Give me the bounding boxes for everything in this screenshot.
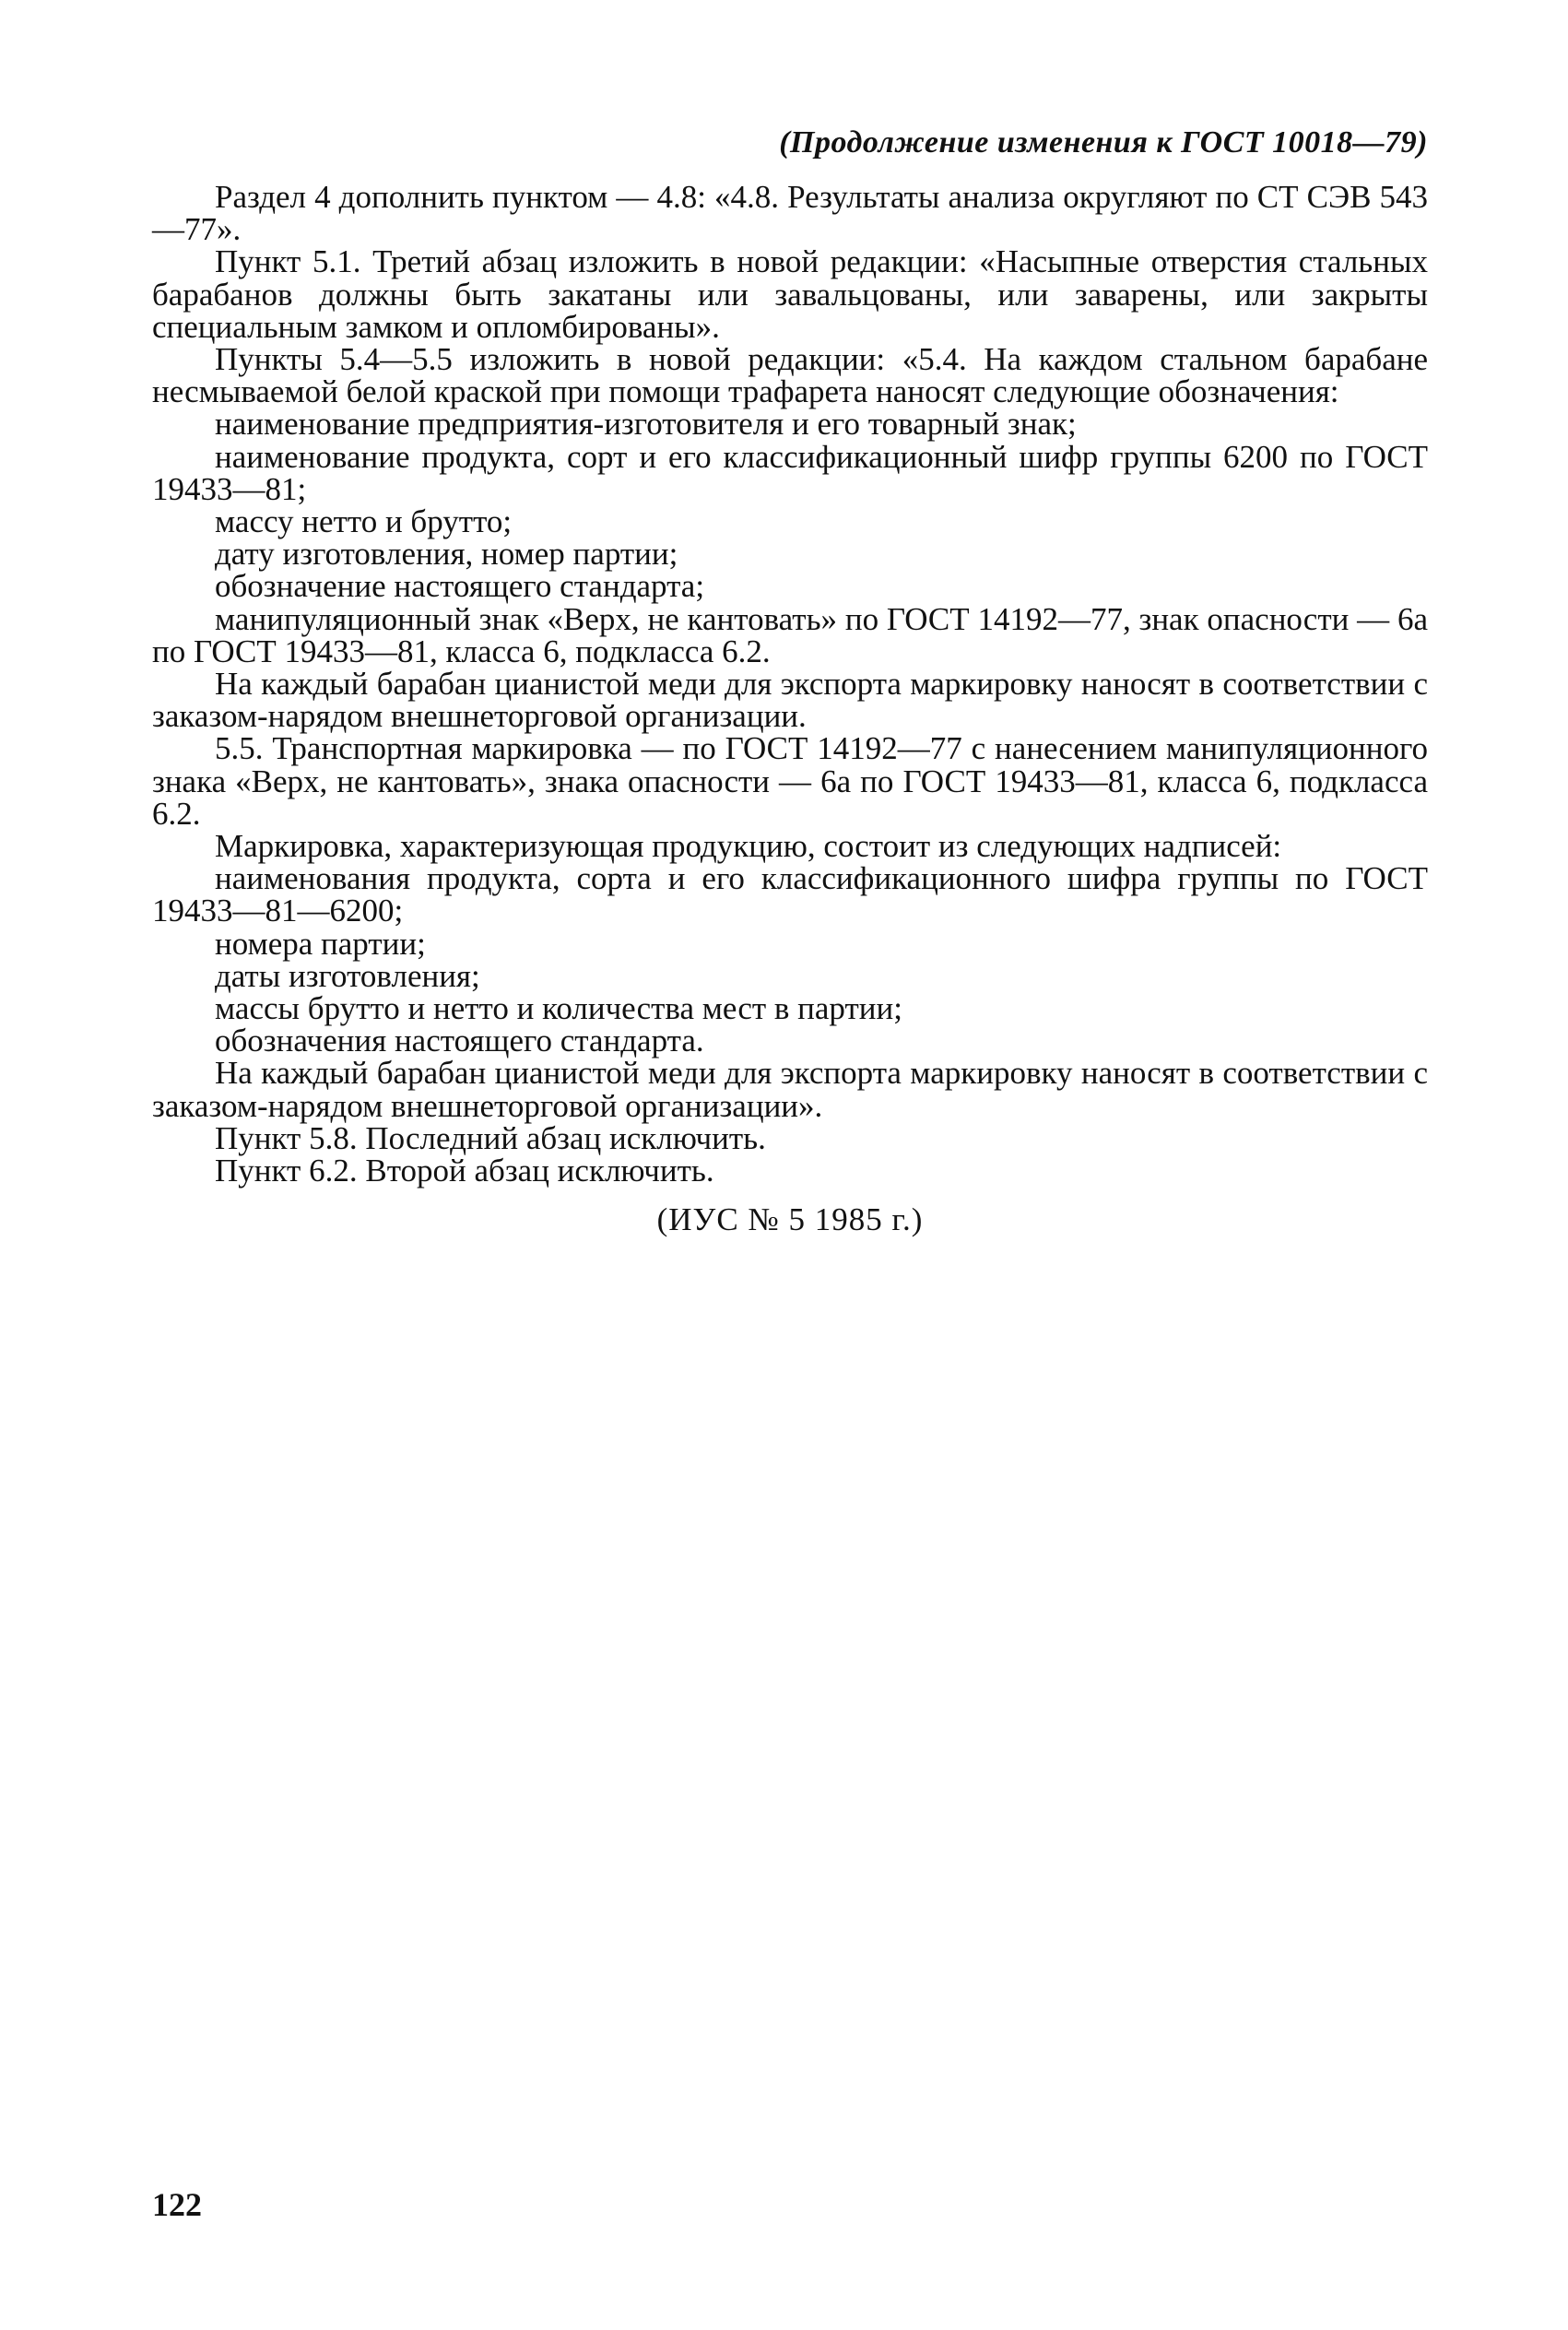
- paragraph-marking-inscriptions: Маркировка, характеризующая продукцию, состоит из следующих надписей:: [215, 828, 1282, 865]
- running-header: (Продолжение изменения к ГОСТ 10018—79): [779, 125, 1428, 160]
- list-item: дату изготовления, номер партии;: [215, 536, 678, 573]
- list-item: наименование продукта, сорт и его классификационный шифр группы 6200 по ГОСТ 19433—81;: [152, 438, 1428, 507]
- list-item: массы брутто и нетто и количества мест в партии;: [215, 990, 902, 1027]
- list-item: наименования продукта, сорта и его классификационного шифра группы по ГОСТ 19433—81—6200;: [152, 860, 1428, 929]
- document-body: [152, 181, 1428, 1236]
- list-item: даты изготовления;: [215, 957, 480, 994]
- list-item: наименование предприятия-изготовителя и его товарный знак;: [215, 406, 1077, 443]
- paragraph-clause-5-5: 5.5. Транспортная маркировка — по ГОСТ 14192—77 с нанесением манипуляционного знака «Верх, не кантовать», знака опасности — 6а по ГОСТ 19433—81, класса 6, подкласса 6.2.: [152, 730, 1428, 832]
- paragraph-clause-5-1: Пункт 5.1. Третий абзац изложить в новой редакции: «Насыпные отверстия стальных барабанов должны быть закатаны или завальцованы, или заварены, или закрыты специальным замком и опломбированы».: [152, 243, 1428, 345]
- list-item: обозначение настоящего стандарта;: [215, 568, 705, 605]
- paragraph-clauses-5-4-5-5: Пункты 5.4—5.5 изложить в новой редакции: «5.4. На каждом стальном барабане несмываемой белой краской при помощи трафарета наносят следующие обозначения:: [152, 341, 1428, 410]
- list-item: массу нетто и брутто;: [215, 503, 513, 540]
- paragraph-clause-5-8: Пункт 5.8. Последний абзац исключить.: [215, 1119, 766, 1156]
- page-number: 122: [152, 2186, 202, 2223]
- source-note: (ИУС № 5 1985 г.): [656, 1201, 924, 1238]
- paragraph-section-4: Раздел 4 дополнить пунктом — 4.8: «4.8. Результаты анализа округляют по СТ СЭВ 543—77».: [152, 179, 1428, 248]
- list-item: манипуляционный знак «Верх, не кантовать» по ГОСТ 14192—77, знак опасности — 6а по ГОСТ 19433—81, класса 6, подкласса 6.2.: [152, 600, 1428, 669]
- list-item: обозначения настоящего стандарта.: [215, 1023, 704, 1059]
- paragraph-clause-6-2: Пункт 6.2. Второй абзац исключить.: [215, 1153, 714, 1189]
- paragraph-export-marking-2: На каждый барабан цианистой меди для экспорта маркировку наносят в соответствии с заказом-нарядом внешнеторговой организации».: [152, 1055, 1428, 1124]
- list-item: номера партии;: [215, 925, 426, 962]
- paragraph-export-marking: На каждый барабан цианистой меди для экспорта маркировку наносят в соответствии с заказом-нарядом внешнеторговой организации.: [152, 666, 1428, 735]
